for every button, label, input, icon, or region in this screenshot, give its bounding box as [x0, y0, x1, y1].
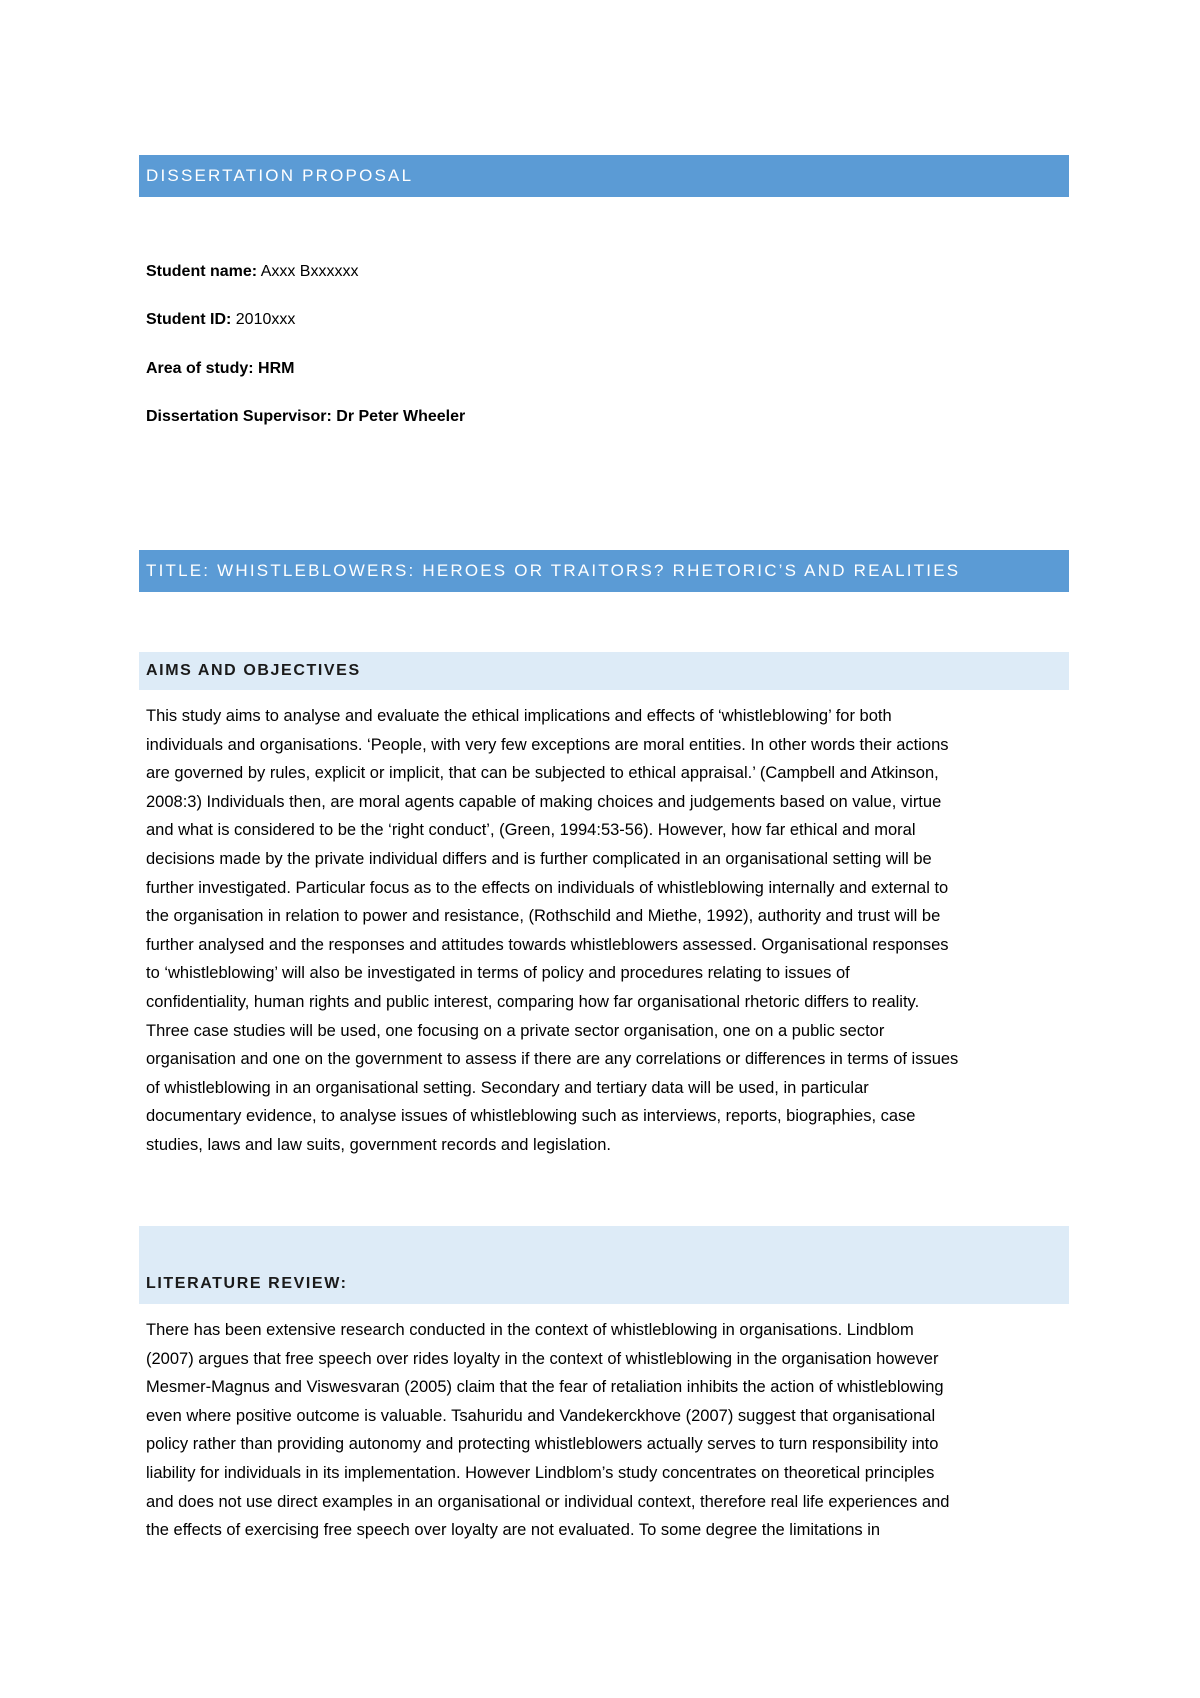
student-id-field: [146, 310, 295, 330]
text-line: (2007) argues that free speech over rides loyalty in the context of whistleblowing in the organisation however: [146, 1349, 939, 1368]
text-line: the effects of exercising free speech over loyalty are not evaluated. To some degree the limitations in: [146, 1521, 881, 1540]
aims-heading-band: [139, 652, 1069, 690]
text-line: and does not use direct examples in an organisational or individual context, therefore real life experiences and: [146, 1492, 950, 1511]
text-line: Mesmer-Magnus and Viswesvaran (2005) claim that the fear of retaliation inhibits the action of whistleblowing: [146, 1378, 944, 1397]
text-line: even where positive outcome is valuable. Tsahuridu and Vandekerckhove (2007) suggest that organisational: [146, 1406, 936, 1425]
text-line: further analysed and the responses and attitudes towards whistleblowers assessed. Organisational responses: [146, 935, 949, 954]
student-name-value: Axxx Bxxxxxx: [260, 263, 359, 280]
document-header-band: [139, 155, 1069, 197]
text-line: the organisation in relation to power and resistance, (Rothschild and Miethe, 1992), authority and trust will be: [146, 907, 941, 926]
text-line: studies, laws and law suits, government records and legislation.: [146, 1135, 611, 1154]
title-band: [139, 550, 1069, 592]
literature-paragraph: [146, 1316, 1068, 1545]
aims-paragraph: [146, 702, 1068, 1160]
student-id-label: Student ID:: [146, 311, 232, 328]
supervisor-field: [146, 407, 465, 427]
student-id-value: 2010xxx: [235, 311, 296, 328]
text-line: Three case studies will be used, one focusing on a private sector organisation, one on a public sector: [146, 1021, 885, 1040]
document-title: DISSERTATION PROPOSAL: [146, 166, 414, 185]
text-line: There has been extensive research conducted in the context of whistleblowing in organisations. Lindblom: [146, 1321, 914, 1339]
area-of-study-label: Area of study:: [146, 360, 254, 377]
text-line: to ‘whistleblowing’ will also be investigated in terms of policy and procedures relating to issues of: [146, 964, 850, 983]
student-name-label: Student name:: [146, 263, 258, 280]
aims-heading: AIMS AND OBJECTIVES: [146, 662, 361, 679]
text-line: and what is considered to be the ‘right conduct’, (Green, 1994:53-56). However, how far ethical and moral: [146, 821, 916, 840]
dissertation-title: TITLE: WHISTLEBLOWERS: HEROES OR TRAITORS? RHETORIC’S AND REALITIES: [146, 561, 961, 580]
supervisor-value: Dr Peter Wheeler: [336, 408, 466, 425]
student-name-field: [146, 262, 358, 282]
text-line: confidentiality, human rights and public interest, comparing how far organisational rhetoric differs to reality.: [146, 992, 920, 1011]
area-of-study-value: HRM: [258, 360, 295, 377]
literature-heading-band: [139, 1226, 1069, 1304]
text-line: 2008:3) Individuals then, are moral agents capable of making choices and judgements based on value, virtue: [146, 792, 942, 811]
text-line: policy rather than providing autonomy and protecting whistleblowers actually serves to turn responsibility into: [146, 1435, 939, 1454]
text-line: This study aims to analyse and evaluate the ethical implications and effects of ‘whistleblowing’ for both: [146, 707, 892, 725]
text-line: individuals and organisations. ‘People, with very few exceptions are moral entities. In other words their actions: [146, 735, 949, 754]
text-line: documentary evidence, to analyse issues of whistleblowing such as interviews, reports, biographies, case: [146, 1107, 916, 1126]
text-line: decisions made by the private individual differs and is further complicated in an organisational setting will be: [146, 849, 932, 868]
text-line: are governed by rules, explicit or implicit, that can be subjected to ethical appraisal.’ (Campbell and Atkinson,: [146, 764, 939, 783]
text-line: organisation and one on the government to assess if there are any correlations or differences in terms of issues: [146, 1050, 959, 1069]
literature-heading: LITERATURE REVIEW:: [146, 1275, 348, 1292]
text-line: of whistleblowing in an organisational setting. Secondary and tertiary data will be used, in particular: [146, 1078, 869, 1097]
area-of-study-field: [146, 359, 294, 379]
text-line: further investigated. Particular focus as to the effects on individuals of whistleblowing internally and external to: [146, 878, 949, 897]
text-line: liability for individuals in its implementation. However Lindblom’s study concentrates on theoretical principles: [146, 1463, 935, 1482]
supervisor-label: Dissertation Supervisor:: [146, 408, 332, 425]
